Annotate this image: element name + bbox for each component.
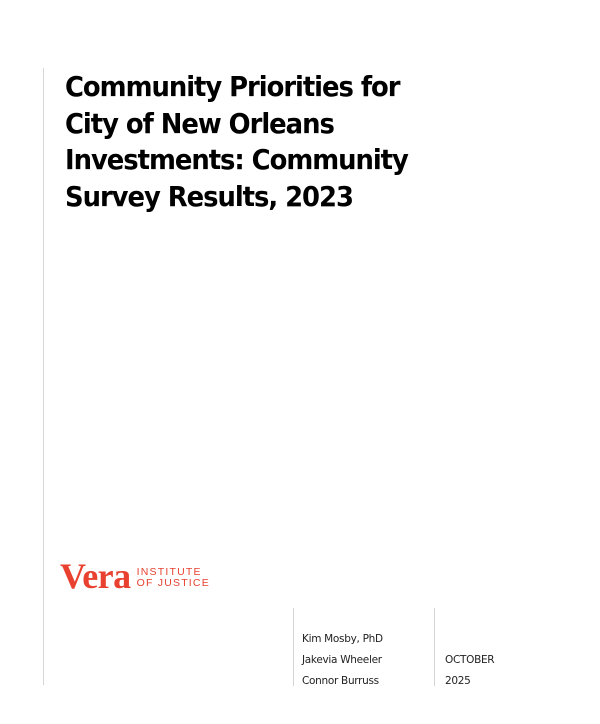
left-margin-rule [43, 68, 44, 685]
title-line: Survey Results, 2023 [65, 180, 353, 213]
publication-date [445, 650, 494, 692]
author-name: Jakevia Wheeler [302, 654, 382, 666]
title-line: City of New Orleans [65, 107, 334, 140]
logo-subtitle-line: OF JUSTICE [136, 577, 210, 589]
logo-subtitle-line: INSTITUTE [136, 565, 202, 578]
author-name: Kim Mosby, PhD [302, 633, 383, 645]
title-line: Community Priorities for [65, 71, 400, 103]
report-title [65, 69, 460, 215]
vera-institute-logo [60, 558, 210, 594]
logo-subtitle [137, 563, 210, 590]
authors-column-rule [293, 608, 294, 686]
logo-wordmark: Vera [60, 556, 131, 596]
author-list [302, 629, 383, 692]
author-name: Connor Burruss [302, 675, 379, 687]
title-line: Investments: Community [65, 144, 408, 176]
date-year: 2025 [445, 675, 471, 687]
date-column-rule [434, 608, 435, 686]
date-month: OCTOBER [445, 654, 495, 666]
